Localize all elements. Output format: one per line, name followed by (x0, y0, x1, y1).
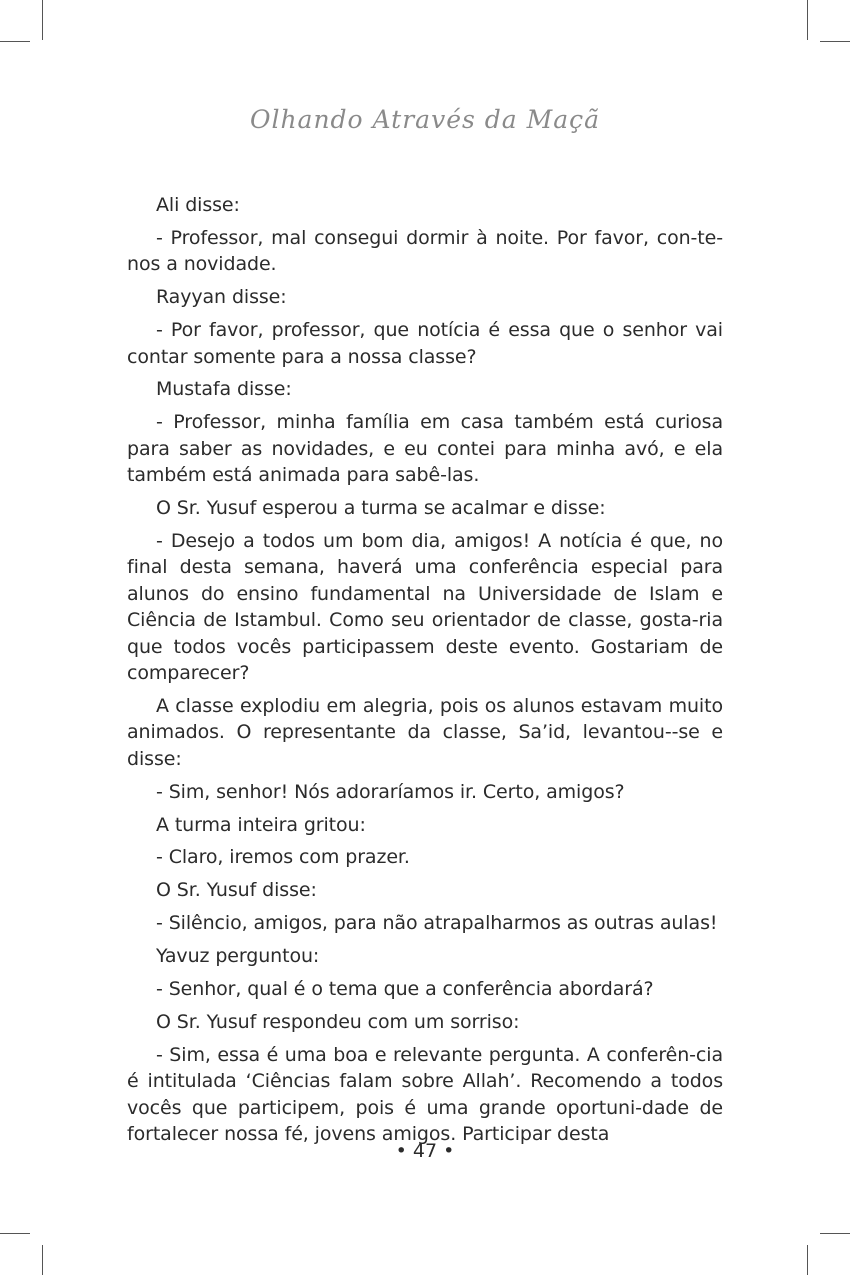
paragraph: - Professor, mal consegui dormir à noite. Por favor, con-te-nos a novidade. (127, 226, 723, 276)
crop-mark-bottom-right-horizontal (820, 1233, 850, 1234)
paragraph: - Claro, iremos com prazer. (156, 846, 410, 869)
paragraph: - Senhor, qual é o tema que a conferência abordará? (156, 978, 654, 1001)
paragraph: Ali disse: (156, 194, 240, 216)
crop-mark-top-left-horizontal (0, 41, 30, 42)
paragraph: - Por favor, professor, que notícia é essa que o senhor vai contar somente para a nossa classe? (127, 319, 723, 368)
page-number: • 47 • (395, 1140, 455, 1162)
crop-mark-bottom-left-horizontal (0, 1233, 30, 1234)
paragraph: - Professor, minha família em casa também está curiosa para saber as novidades, e eu contei para minha avó, e ela também está animada para sabê-las. (127, 411, 723, 487)
paragraph: A turma inteira gritou: (156, 813, 366, 836)
crop-mark-bottom-left-vertical (42, 1245, 43, 1275)
crop-mark-bottom-right-vertical (807, 1245, 808, 1275)
paragraph: - Sim, senhor! Nós adoraríamos ir. Certo, amigos? (156, 780, 625, 803)
paragraph: - Desejo a todos um bom dia, amigos! A notícia é que, no final desta semana, haverá uma conferência especial para alunos do ensino fundamental na Universidade de Islam e Ciência de Istambul. Como seu orientador de classe, gosta-ria que todos vocês participassem deste evento. Gostariam de comparecer? (127, 529, 723, 684)
paragraph: Yavuz perguntou: (156, 945, 320, 968)
body-text (127, 192, 723, 1154)
crop-mark-top-right-horizontal (820, 41, 850, 42)
paragraph: Mustafa disse: (156, 378, 292, 401)
running-head: Olhando Através da Maçã (249, 105, 601, 134)
paragraph: O Sr. Yusuf respondeu com um sorriso: (156, 1010, 520, 1033)
paragraph: O Sr. Yusuf esperou a turma se acalmar e disse: (156, 497, 606, 520)
paragraph: O Sr. Yusuf disse: (156, 879, 317, 902)
crop-mark-top-left-vertical (42, 0, 43, 40)
paragraph: - Sim, essa é uma boa e relevante pergunta. A conferên-cia é intitulada ‘Ciências falam sobre Allah’. Recomendo a todos vocês que participem, pois é uma grande oportuni-dade de fortalecer nossa fé, jovens amigos. Participar desta (127, 1043, 723, 1146)
paragraph: Rayyan disse: (156, 286, 287, 309)
paragraph: A classe explodiu em alegria, pois os alunos estavam muito animados. O representante da classe, Sa’id, levantou--se e disse: (127, 694, 723, 770)
crop-mark-top-right-vertical (807, 0, 808, 40)
paragraph: - Silêncio, amigos, para não atrapalharmos as outras aulas! (156, 912, 718, 935)
